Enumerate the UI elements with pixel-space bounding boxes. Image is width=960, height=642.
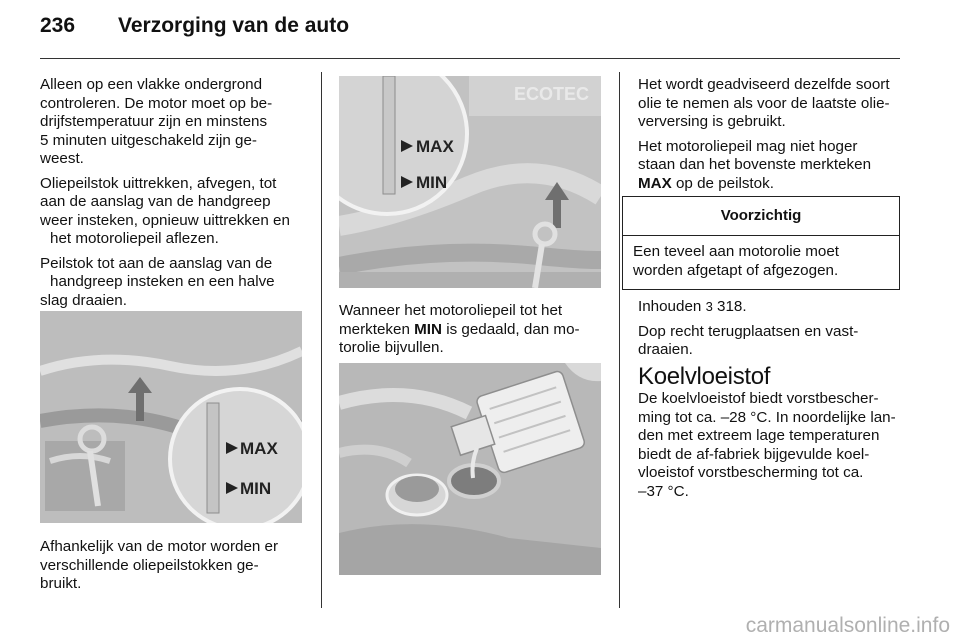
paragraph-capacity: Inhouden 3 318. xyxy=(638,298,747,315)
column-1-text xyxy=(40,76,310,316)
column-2-text: Wanneer het motoroliepeil tot het merkteken MIN is gedaald, dan mo- torolie bijvullen. xyxy=(339,302,580,356)
paragraph-oil-type: Het wordt geadviseerd dezelfde soort olie te nemen als voor de laatste olie- verversing is gebruikt. xyxy=(638,76,890,130)
paragraph-dipstick-insert: Peilstok tot aan de aanslag van de handgreep insteken en een halve slag draaien. xyxy=(40,254,275,309)
paragraph-cap-refit: Dop recht terugplaatsen en vast- draaien. xyxy=(638,322,859,358)
column-3-text-bottom xyxy=(638,298,903,507)
paragraph-level-check: Alleen op een vlakke ondergrond controleren. De motor moet op be- drijfstemperatuur zijn en minstens 5 minuten uitgeschakeld zijn ge- weest. xyxy=(40,76,273,167)
min-label: MIN xyxy=(240,479,272,498)
paragraph-oil-max: Het motoroliepeil mag niet hoger staan dan het bovenste merkteken MAX op de peilstok. xyxy=(638,137,872,192)
max-label: MAX xyxy=(240,439,278,458)
paragraph-dipstick-procedure: Oliepeilstok uittrekken, afvegen, tot aan de aanslag van de handgreep weer insteken, opnieuw uittrekken en het motoroliepeil aflezen. xyxy=(40,174,290,247)
paragraph-coolant: De koelvloeistof biedt vorstbescher- ming tot ca. –28 °C. In noordelijke lan- den met extreem lage temperaturen biedt de af-fabriek bijgevulde koel- vloeistof vorstbescherming tot ca. –37 °C. xyxy=(638,390,896,500)
caution-title: Voorzichtig xyxy=(623,197,899,236)
min-label: MIN xyxy=(416,173,448,192)
header-rule xyxy=(40,58,900,59)
dipstick-illustration-1 xyxy=(40,311,302,523)
page-reference-icon[interactable]: 3 xyxy=(705,299,713,314)
caution-box xyxy=(622,196,900,290)
max-label: MAX xyxy=(416,137,454,156)
watermark: carmanualsonline.info xyxy=(745,614,950,637)
oil-refill-illustration xyxy=(339,363,601,575)
page-title: Verzorging van de auto xyxy=(118,14,350,37)
page-reference[interactable]: 318. xyxy=(712,298,747,315)
engine-cover-text: ECOTEC xyxy=(514,84,590,104)
column-3-text-top xyxy=(638,76,903,199)
dipstick-illustration-2 xyxy=(339,76,601,288)
section-heading: Koelvloeistof xyxy=(638,362,771,390)
page-number: 236 xyxy=(40,14,76,37)
column-divider-1 xyxy=(321,72,322,608)
illustration-caption: Afhankelijk van de motor worden er verschillende oliepeilstokken ge- bruikt. xyxy=(40,538,279,592)
caution-text: Een teveel aan motorolie moet worden afgetapt of afgezogen. xyxy=(633,243,839,279)
column-divider-2 xyxy=(619,72,620,608)
